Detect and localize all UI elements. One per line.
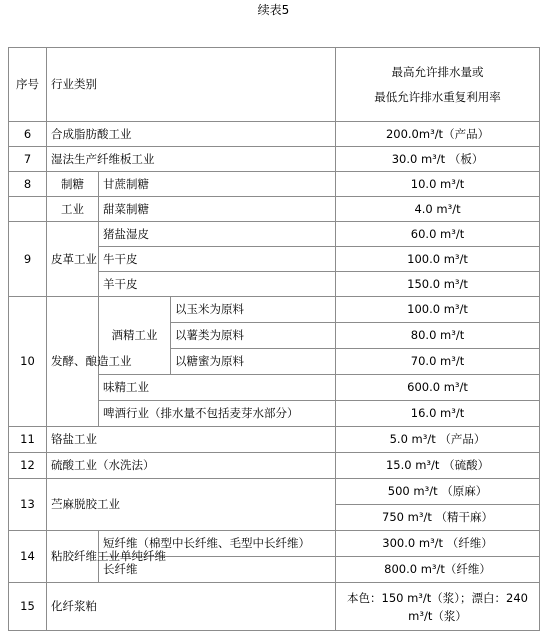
row-value: 150.0 m³/t xyxy=(336,272,540,297)
row-index: 13 xyxy=(9,479,47,531)
row-value: 800.0 m³/t（纤维） xyxy=(336,557,540,583)
header-value-line2: 最低允许排水重复利用率 xyxy=(374,89,501,104)
table-row xyxy=(9,427,540,453)
row-index: 7 xyxy=(9,147,47,172)
table-row xyxy=(9,147,540,172)
header-index: 序号 xyxy=(9,48,47,122)
row-index: 11 xyxy=(9,427,47,453)
row-index: 12 xyxy=(9,453,47,479)
row-value-line2: m³/t（浆） xyxy=(408,608,467,623)
row-value: 750 m³/t （精干麻） xyxy=(336,505,540,531)
row-subcategory: 猪盐湿皮 xyxy=(99,222,336,247)
row-index: 15 xyxy=(9,583,47,631)
row-subcategory: 牛干皮 xyxy=(99,247,336,272)
row-category: 合成脂肪酸工业 xyxy=(47,122,336,147)
row-index: 14 xyxy=(9,531,47,583)
row-value: 100.0 m³/t xyxy=(336,247,540,272)
row-category: 铬盐工业 xyxy=(47,427,336,453)
table-row xyxy=(9,122,540,147)
row-index: 10 xyxy=(9,297,47,427)
row-index-empty xyxy=(9,197,47,222)
table-row xyxy=(9,297,540,323)
row-subcategory: 以糖蜜为原料 xyxy=(171,349,336,375)
row-subcategory: 短纤维（棉型中长纤维、毛型中长纤维） xyxy=(99,531,336,557)
row-index: 9 xyxy=(9,222,47,297)
row-value: 600.0 m³/t xyxy=(336,375,540,401)
row-index: 6 xyxy=(9,122,47,147)
row-category: 硫酸工业（水洗法） xyxy=(47,453,336,479)
header-value-line1: 最高允许排水量或 xyxy=(391,64,484,79)
row-value: 500 m³/t （原麻） xyxy=(336,479,540,505)
discharge-table xyxy=(8,47,540,631)
table-row xyxy=(9,583,540,631)
table-row xyxy=(9,479,540,505)
row-value: 5.0 m³/t （产品） xyxy=(336,427,540,453)
row-value: 15.0 m³/t （硫酸） xyxy=(336,453,540,479)
row-category: 发酵、酿造工业 xyxy=(47,297,99,427)
row-subcategory: 味精工业 xyxy=(99,375,336,401)
table-row xyxy=(9,531,540,557)
row-value: 80.0 m³/t xyxy=(336,323,540,349)
row-value: 60.0 m³/t xyxy=(336,222,540,247)
header-row xyxy=(9,48,540,122)
row-category-a: 制糖 xyxy=(47,172,99,197)
row-category: 苎麻脱胶工业 xyxy=(47,479,336,531)
row-value: 30.0 m³/t （板） xyxy=(336,147,540,172)
row-value: 10.0 m³/t xyxy=(336,172,540,197)
row-value: 70.0 m³/t xyxy=(336,349,540,375)
row-value: 300.0 m³/t （纤维） xyxy=(336,531,540,557)
header-value xyxy=(336,48,540,122)
row-subcategory: 啤酒行业（排水量不包括麦芽水部分） xyxy=(99,401,336,427)
row-subcategory: 甘蔗制糖 xyxy=(99,172,336,197)
row-category: 湿法生产纤维板工业 xyxy=(47,147,336,172)
row-category: 化纤浆粕 xyxy=(47,583,336,631)
table-row xyxy=(9,197,540,222)
row-subcategory: 长纤维 xyxy=(99,557,336,583)
table-row xyxy=(9,453,540,479)
row-subcategory: 以玉米为原料 xyxy=(171,297,336,323)
table-caption: 续表5 xyxy=(257,3,290,17)
row-category: 粘胶纤维工业单纯纤维 xyxy=(47,531,99,583)
row-value: 100.0 m³/t xyxy=(336,297,540,323)
row-subcategory: 甜菜制糖 xyxy=(99,197,336,222)
row-value xyxy=(336,583,540,631)
row-category: 皮革工业 xyxy=(47,222,99,297)
table-row xyxy=(9,172,540,197)
row-value: 200.0m³/t（产品） xyxy=(336,122,540,147)
row-value: 4.0 m³/t xyxy=(336,197,540,222)
table-row xyxy=(9,222,540,247)
row-subcategory: 羊干皮 xyxy=(99,272,336,297)
header-category: 行业类别 xyxy=(47,48,336,122)
row-subcategory: 以薯类为原料 xyxy=(171,323,336,349)
row-value-line1: 本色：150 m³/t（浆）；漂白：240 xyxy=(347,590,529,605)
row-subgroup: 酒精工业 xyxy=(99,297,171,375)
row-index: 8 xyxy=(9,172,47,197)
row-category-b: 工业 xyxy=(47,197,99,222)
row-value: 16.0 m³/t xyxy=(336,401,540,427)
